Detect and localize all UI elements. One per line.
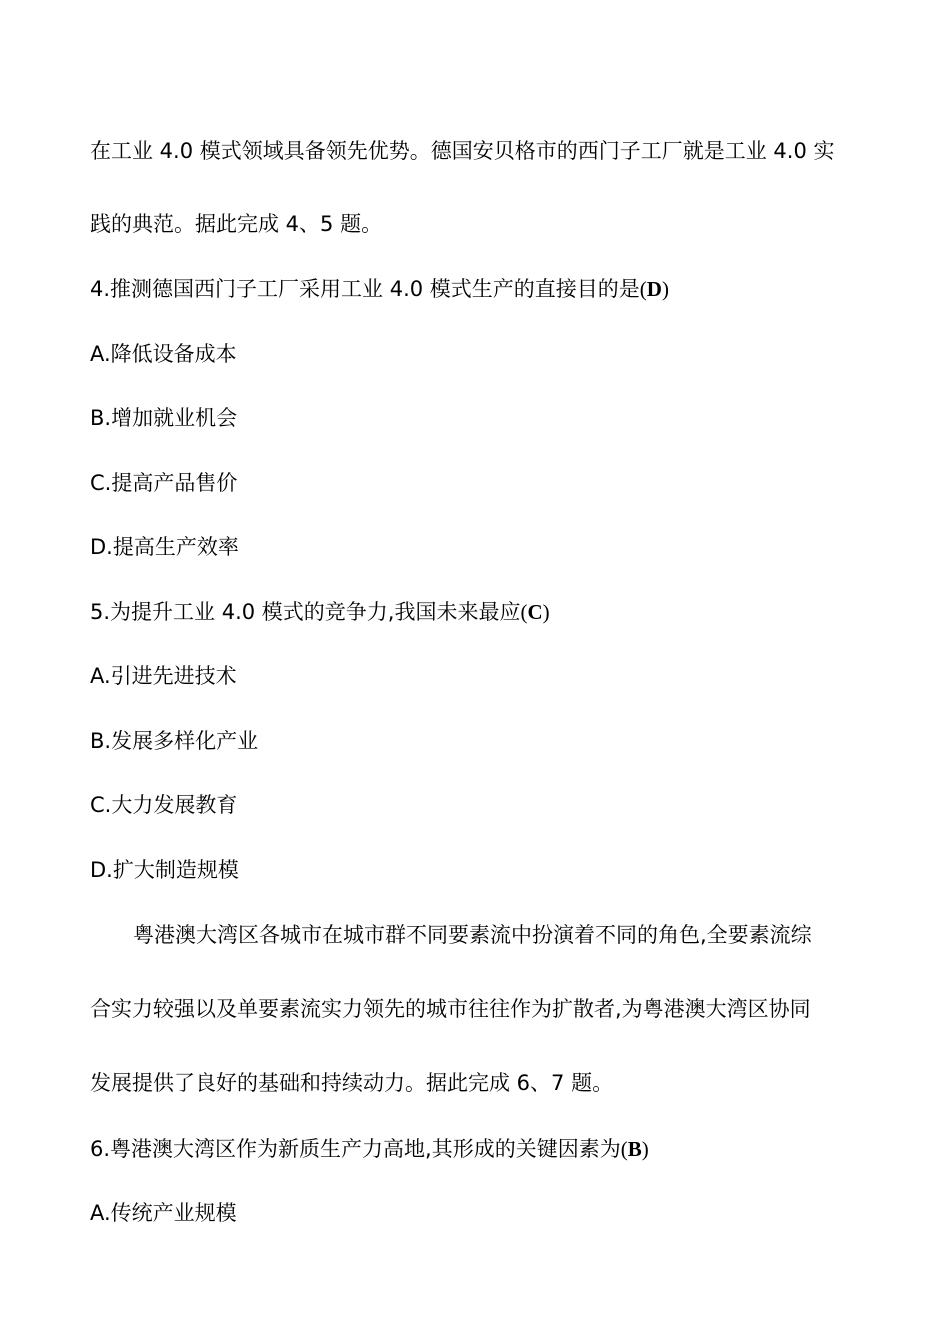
question-6-text: 6.粤港澳大湾区作为新质生产力高地,其形成的关键因素为 (90, 1137, 621, 1161)
question-5-option-a: A.引进先进技术 (90, 664, 237, 688)
paren-close: ) (661, 277, 669, 301)
passage-1-line-1: 在工业 4.0 模式领域具备领先优势。德国安贝格市的西门子工厂就是工业 4.0 实 (90, 139, 835, 163)
question-6-stem (90, 1134, 649, 1164)
passage-1-line-2: 践的典范。据此完成 4、5 题。 (90, 212, 383, 236)
question-4-option-c: C.提高产品售价 (90, 471, 238, 495)
question-5-stem (90, 597, 550, 627)
paren-open: ( (639, 277, 647, 301)
question-6-answer: B (627, 1137, 642, 1161)
paren-open: ( (620, 1137, 628, 1161)
paren-close: ) (542, 600, 550, 624)
question-4-answer: D (646, 277, 662, 301)
question-4-text: 4.推测德国西门子工厂采用工业 4.0 模式生产的直接目的是 (90, 277, 640, 301)
question-4-option-d: D.提高生产效率 (90, 535, 239, 559)
question-5-answer: C (527, 600, 543, 624)
passage-2-line-1: 粤港澳大湾区各城市在城市群不同要素流中扮演着不同的角色,全要素流综 (133, 923, 812, 947)
question-4-option-a: A.降低设备成本 (90, 342, 237, 366)
question-4-option-b: B.增加就业机会 (90, 406, 238, 430)
question-5-option-c: C.大力发展教育 (90, 793, 238, 817)
question-4-stem (90, 274, 669, 304)
question-6-option-a: A.传统产业规模 (90, 1201, 237, 1225)
paren-open: ( (520, 600, 528, 624)
question-5-option-b: B.发展多样化产业 (90, 729, 259, 753)
passage-2-line-2: 合实力较强以及单要素流实力领先的城市往往作为扩散者,为粤港澳大湾区协同 (90, 997, 811, 1021)
paren-close: ) (641, 1137, 649, 1161)
question-5-text: 5.为提升工业 4.0 模式的竞争力,我国未来最应 (90, 600, 521, 624)
question-5-option-d: D.扩大制造规模 (90, 858, 239, 882)
passage-2-line-3: 发展提供了良好的基础和持续动力。据此完成 6、7 题。 (90, 1071, 614, 1095)
